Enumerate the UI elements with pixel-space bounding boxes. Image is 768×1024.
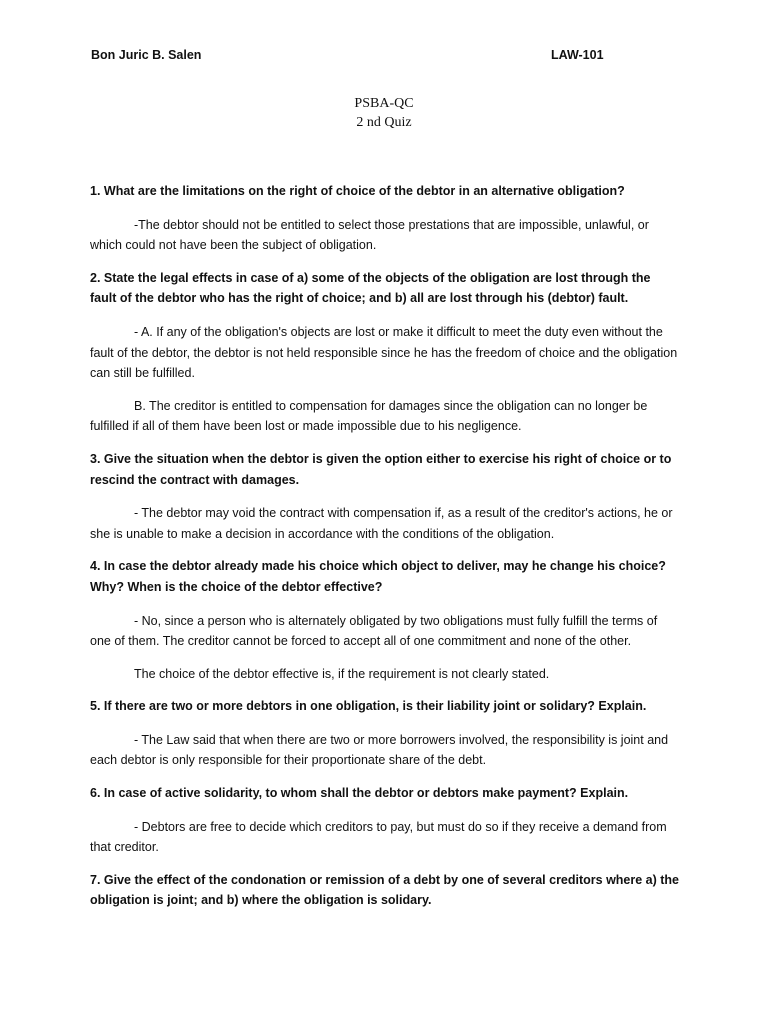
quiz-item	[90, 556, 680, 684]
quiz-item	[90, 696, 680, 771]
question: 4. In case the debtor already made his choice which object to deliver, may he change his choice? Why? When is the choice of the debtor effective?	[90, 559, 666, 594]
question: 6. In case of active solidarity, to whom shall the debtor or debtors make payment? Explain.	[90, 786, 629, 801]
question: 5. If there are two or more debtors in one obligation, is their liability joint or solidary? Explain.	[90, 699, 647, 714]
quiz-body	[90, 181, 680, 924]
answer: -The debtor should not be entitled to select those prestations that are impossible, unlawful, or which could not have been the subject of obligation.	[90, 217, 649, 253]
title-line-2: 2 nd Quiz	[356, 115, 412, 130]
question: 2. State the legal effects in case of a) some of the objects of the obligation are lost through the fault of the debtor who has the right of choice; and b) all are lost through his (debtor) fault.	[90, 270, 651, 306]
quiz-item	[90, 783, 680, 858]
answer: - Debtors are free to decide which creditors to pay, but must do so if they receive a demand from that creditor.	[90, 819, 667, 855]
title-line-1: PSBA-QC	[354, 96, 414, 111]
answer: - The debtor may void the contract with compensation if, as a result of the creditor's actions, he or she is unable to make a decision in accordance with the conditions of the obligation.	[90, 506, 673, 541]
author-name: Bon Juric B. Salen	[91, 48, 202, 62]
question: 1. What are the limitations on the right of choice of the debtor in an alternative obligation?	[90, 184, 625, 198]
quiz-item	[90, 870, 680, 911]
quiz-item	[90, 449, 680, 544]
quiz-item	[90, 268, 680, 437]
quiz-item	[90, 181, 680, 256]
answer: - No, since a person who is alternately obligated by two obligations must fully fulfill the terms of one of them. The creditor cannot be forced to accept all of one commitment and none of the other.	[90, 613, 658, 649]
question: 3. Give the situation when the debtor is given the option either to exercise his right of choice or to rescind the contract with damages.	[90, 451, 672, 487]
document-title	[0, 94, 768, 132]
course-code: LAW-101	[551, 48, 604, 62]
answer: - The Law said that when there are two or more borrowers involved, the responsibility is joint and each debtor is only responsible for their proportionate share of the debt.	[90, 732, 669, 768]
answer: B. The creditor is entitled to compensation for damages since the obligation can no longer be fulfilled if all of them have been lost or made impossible due to his negligence.	[90, 398, 648, 434]
answer: - A. If any of the obligation's objects are lost or make it difficult to meet the duty even without the fault of the debtor, the debtor is not held responsible since he has the freedom of choice and the obligation can still be fulfilled.	[90, 324, 678, 381]
answer: The choice of the debtor effective is, if the requirement is not clearly stated.	[134, 666, 550, 681]
question: 7. Give the effect of the condonation or remission of a debt by one of several creditors where a) the obligation is joint; and b) where the obligation is solidary.	[90, 872, 680, 908]
